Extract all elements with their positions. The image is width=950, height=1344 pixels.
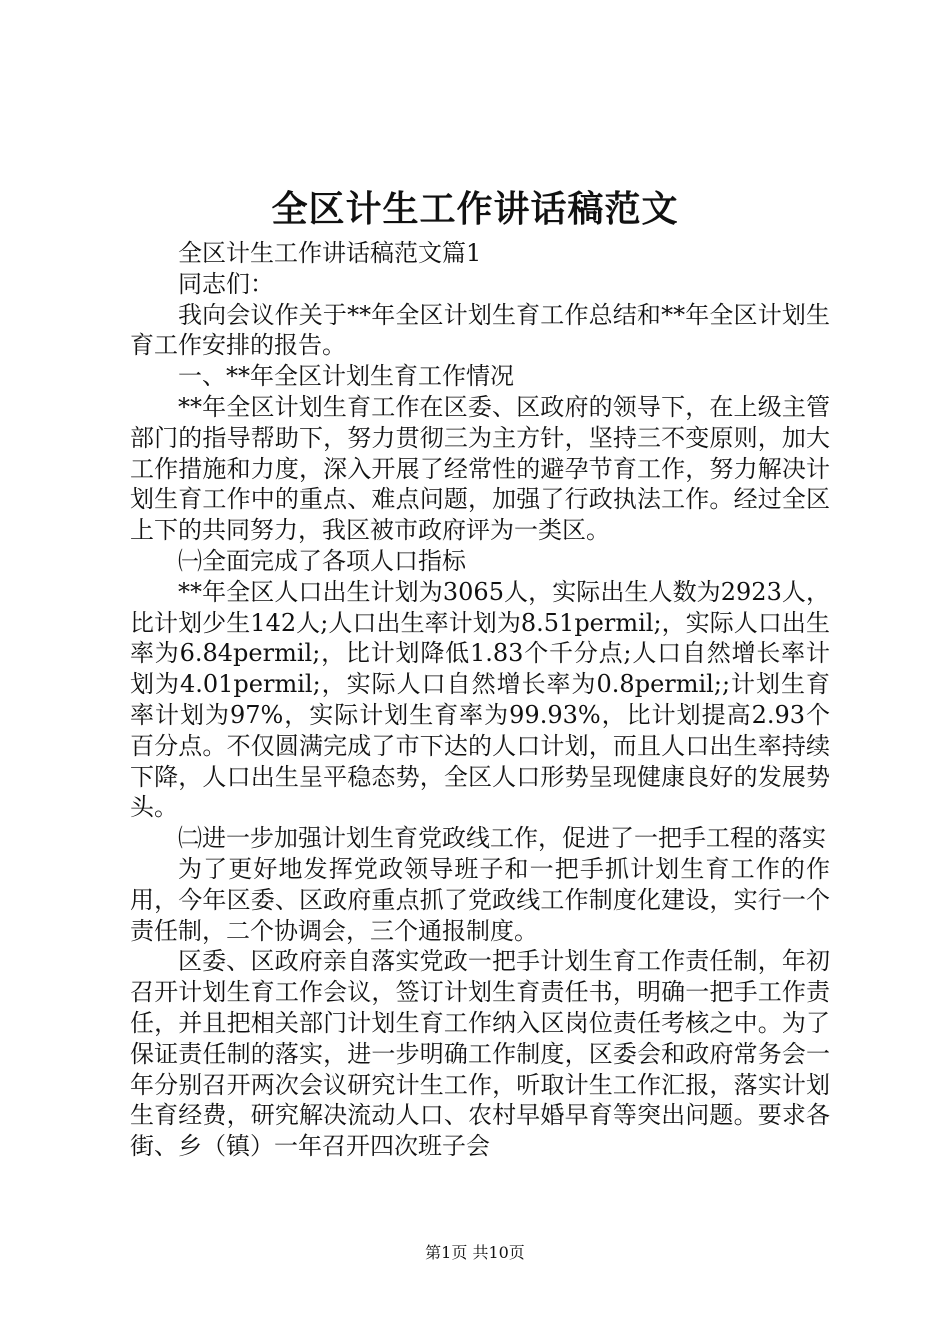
- section-heading-1: 一、**年全区计划生育工作情况: [178, 362, 514, 391]
- paragraph-overview: **年全区计划生育工作在区委、区政府的领导下，在上级主管部门的指导帮助下，努力贯彻三为主方针，坚持三不变原则，加大工作措施和力度，深入开展了经常性的避孕节育工作，努力解决计划生育工作中的重点、难点问题，加强了行政执法工作。经过全区上下的共同努力，我区被市政府评为一类区。: [130, 392, 830, 545]
- paragraph-party-work: 为了更好地发挥党政领导班子和一把手抓计划生育工作的作用，今年区委、区政府重点抓了党政线工作制度化建设，实行一个责任制，二个协调会，三个通报制度。: [130, 854, 830, 945]
- subsection-heading-2: ㈡进一步加强计划生育党政线工作，促进了一把手工程的落实: [178, 824, 826, 853]
- page-footer: 第1页 共10页: [425, 1243, 525, 1262]
- document-body: [130, 238, 830, 1162]
- paragraph-subtitle: 全区计生工作讲话稿范文篇1: [178, 239, 482, 267]
- paragraph-statistics: **年全区人口出生计划为3065人，实际出生人数为2923人，比计划少生142人;人口出生率计划为8.51permil;，实际人口出生率为6.84permil;，比计划降低1.83个千分点;人口自然增长率计划为4.01permil;，实际人口自然增长率为0.8permil;;计划生育率计划为97%，实际计划生育率为99.93%，比计划提高2.93个百分点。不仅圆满完成了市下达的人口计划，而且人口出生率持续下降，人口出生呈平稳态势，全区人口形势呈现健康良好的发展势头。: [130, 577, 830, 822]
- paragraph-responsibility: 区委、区政府亲自落实党政一把手计划生育工作责任制，年初召开计划生育工作会议，签订计划生育责任书，明确一把手工作责任，并且把相关部门计划生育工作纳入区岗位责任考核之中。为了保证责任制的落实，进一步明确工作制度，区委会和政府常务会一年分别召开两次会议研究计生工作，听取计生工作汇报，落实计划生育经费，研究解决流动人口、农村早婚早育等突出问题。要求各街、乡（镇）一年召开四次班子会: [130, 947, 830, 1161]
- subsection-heading-1: ㈠全面完成了各项人口指标: [178, 546, 466, 575]
- paragraph-intro: 我向会议作关于**年全区计划生育工作总结和**年全区计划生育工作安排的报告。: [130, 300, 830, 360]
- paragraph-salutation: 同志们：: [178, 269, 274, 298]
- document-title: 全区计生工作讲话稿范文: [271, 188, 679, 230]
